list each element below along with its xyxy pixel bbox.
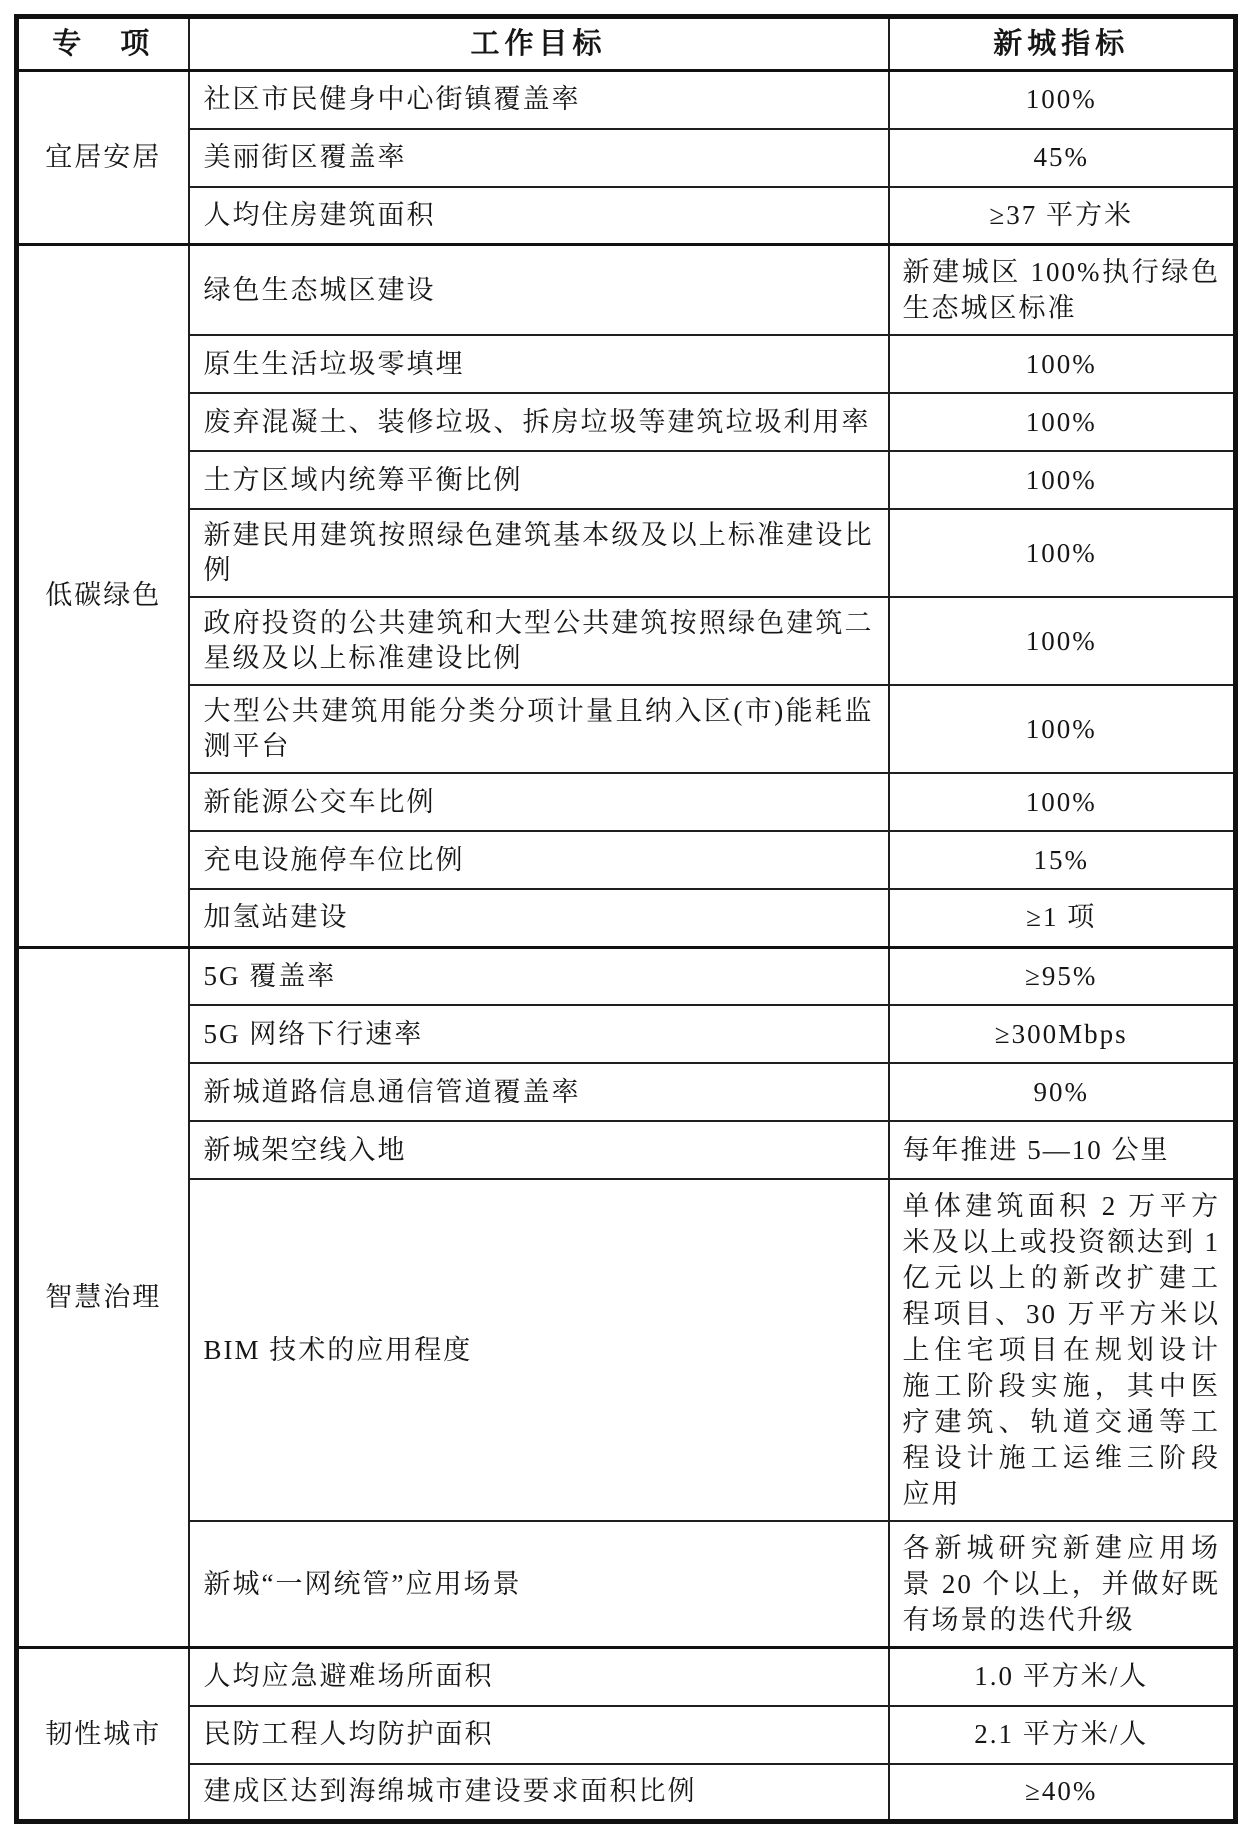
indicator-cell: 1.0 平方米/人 [889, 1648, 1236, 1706]
indicator-cell: 100% [889, 773, 1236, 831]
target-cell: 5G 覆盖率 [189, 947, 889, 1005]
target-cell: 加氢站建设 [189, 889, 889, 947]
indicator-cell: 100% [889, 451, 1236, 509]
indicators-table [14, 14, 1238, 1824]
table-row [17, 773, 1236, 831]
table-row [17, 451, 1236, 509]
target-cell: 5G 网络下行速率 [189, 1005, 889, 1063]
table-row [17, 1121, 1236, 1179]
table-row [17, 947, 1236, 1005]
target-cell: 大型公共建筑用能分类分项计量且纳入区(市)能耗监测平台 [189, 685, 889, 773]
table-row [17, 1648, 1236, 1706]
target-cell: BIM 技术的应用程度 [189, 1179, 889, 1521]
target-cell: 人均应急避难场所面积 [189, 1648, 889, 1706]
table-row [17, 831, 1236, 889]
table-row [17, 129, 1236, 187]
indicator-cell: 45% [889, 129, 1236, 187]
indicator-cell: ≥95% [889, 947, 1236, 1005]
table-row [17, 245, 1236, 336]
indicator-cell: 90% [889, 1063, 1236, 1121]
target-cell: 新能源公交车比例 [189, 773, 889, 831]
indicator-cell: 新建城区 100%执行绿色生态城区标准 [889, 245, 1236, 336]
table-row [17, 1005, 1236, 1063]
table-row [17, 71, 1236, 129]
target-cell: 人均住房建筑面积 [189, 187, 889, 245]
table-row [17, 335, 1236, 393]
indicator-cell: 100% [889, 393, 1236, 451]
group-label-lowcarbon: 低碳绿色 [17, 245, 189, 948]
table-row [17, 1063, 1236, 1121]
table-row [17, 393, 1236, 451]
indicator-cell: 15% [889, 831, 1236, 889]
target-cell: 新城架空线入地 [189, 1121, 889, 1179]
group-label-livable: 宜居安居 [17, 71, 189, 245]
table-row [17, 509, 1236, 597]
table-row [17, 1179, 1236, 1521]
indicator-cell: 100% [889, 685, 1236, 773]
target-cell: 民防工程人均防护面积 [189, 1706, 889, 1764]
indicator-cell: 单体建筑面积 2 万平方米及以上或投资额达到 1 亿元以上的新改扩建工程项目、30 万平方米以上住宅项目在规划设计施工阶段实施，其中医疗建筑、轨道交通等工程设计施工运维三阶段应用 [889, 1179, 1236, 1521]
target-cell: 绿色生态城区建设 [189, 245, 889, 336]
group-label-resilient: 韧性城市 [17, 1648, 189, 1822]
indicator-cell: 每年推进 5—10 公里 [889, 1121, 1236, 1179]
indicator-cell: 2.1 平方米/人 [889, 1706, 1236, 1764]
indicator-cell: 100% [889, 597, 1236, 685]
table-row [17, 889, 1236, 947]
indicator-cell: 100% [889, 335, 1236, 393]
table-row [17, 685, 1236, 773]
table-row [17, 1521, 1236, 1648]
target-cell: 美丽街区覆盖率 [189, 129, 889, 187]
target-cell: 废弃混凝土、装修垃圾、拆房垃圾等建筑垃圾利用率 [189, 393, 889, 451]
target-cell: 新城“一网统管”应用场景 [189, 1521, 889, 1648]
target-cell: 社区市民健身中心街镇覆盖率 [189, 71, 889, 129]
table-row [17, 187, 1236, 245]
table-row [17, 597, 1236, 685]
target-cell: 原生生活垃圾零填埋 [189, 335, 889, 393]
group-label-smart: 智慧治理 [17, 947, 189, 1648]
column-header-newtown-indicator: 新城指标 [889, 17, 1236, 71]
indicator-cell: 各新城研究新建应用场景 20 个以上，并做好既有场景的迭代升级 [889, 1521, 1236, 1648]
indicator-cell: ≥37 平方米 [889, 187, 1236, 245]
table-row [17, 1706, 1236, 1764]
table-row [17, 1764, 1236, 1822]
target-cell: 新城道路信息通信管道覆盖率 [189, 1063, 889, 1121]
target-cell: 建成区达到海绵城市建设要求面积比例 [189, 1764, 889, 1822]
target-cell: 充电设施停车位比例 [189, 831, 889, 889]
target-cell: 政府投资的公共建筑和大型公共建筑按照绿色建筑二星级及以上标准建设比例 [189, 597, 889, 685]
indicator-cell: ≥1 项 [889, 889, 1236, 947]
indicator-cell: 100% [889, 509, 1236, 597]
column-header-work-target: 工作目标 [189, 17, 889, 71]
table-header-row [17, 17, 1236, 71]
indicator-cell: ≥300Mbps [889, 1005, 1236, 1063]
indicator-cell: 100% [889, 71, 1236, 129]
column-header-special-item: 专 项 [17, 17, 189, 71]
target-cell: 新建民用建筑按照绿色建筑基本级及以上标准建设比例 [189, 509, 889, 597]
target-cell: 土方区域内统筹平衡比例 [189, 451, 889, 509]
indicator-cell: ≥40% [889, 1764, 1236, 1822]
